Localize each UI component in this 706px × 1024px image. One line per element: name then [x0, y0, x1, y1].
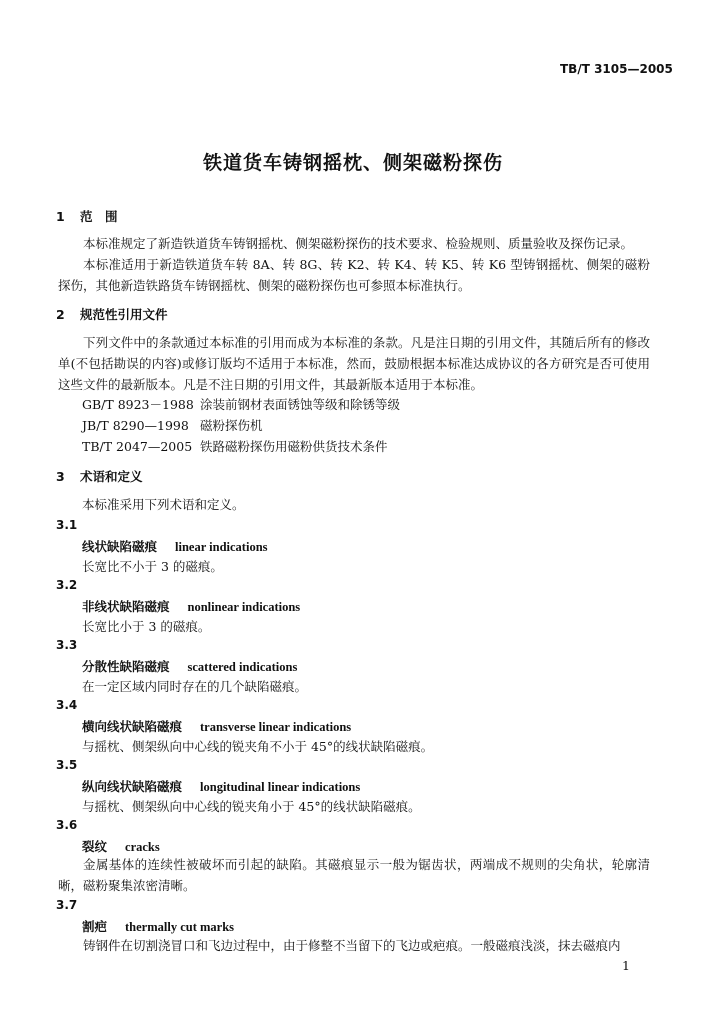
term-number: 3.2 [56, 578, 78, 592]
section-title: 规范性引用文件 [80, 307, 168, 322]
term-cn: 分散性缺陷磁痕 [82, 659, 170, 674]
term-heading [82, 777, 360, 795]
term-en: linear indications [175, 540, 268, 554]
reference-title: 铁路磁粉探伤用磁粉供货技术条件 [200, 439, 388, 454]
term-en: thermally cut marks [125, 920, 235, 934]
term-en: transverse linear indications [200, 720, 352, 734]
term-en: cracks [125, 840, 160, 854]
section-heading-normative [56, 305, 168, 323]
reference-item [82, 437, 388, 455]
term-number: 3.6 [56, 818, 78, 832]
term-heading [82, 837, 160, 855]
term-en: nonlinear indications [187, 600, 301, 614]
section-heading-terms [56, 467, 143, 485]
reference-code: GB/T 8923－1988 [82, 397, 194, 412]
reference-item [82, 416, 263, 434]
section-heading-scope [56, 207, 118, 225]
term-definition: 长宽比小于 3 的磁痕。 [82, 619, 211, 634]
term-heading [82, 537, 268, 555]
term-number: 3.5 [56, 758, 78, 772]
term-number: 3.1 [56, 518, 78, 532]
scope-paragraph-2: 本标准适用于新造铁道货车转 8A、转 8G、转 K2、转 K4、转 K5、转 K6 型铸钢摇枕、侧架的磁粉探伤，其他新造铁路货车铸钢摇枕、侧架的磁粉探伤也可参照本标准执行。 [58, 257, 650, 293]
term-definition: 铸钢件在切割浇冒口和飞边过程中，由于修整不当留下的飞边或疤痕。一般磁痕浅淡，抹去磁痕内 [83, 938, 621, 953]
reference-item [82, 395, 400, 413]
scope-paragraph-1: 本标准规定了新造铁道货车铸钢摇枕、侧架磁粉探伤的技术要求、检验规则、质量验收及探伤记录。 [83, 236, 634, 251]
term-definition: 与摇枕、侧架纵向中心线的锐夹角不小于 45°的线状缺陷磁痕。 [82, 739, 434, 754]
reference-code: TB/T 2047—2005 [82, 439, 193, 454]
term-cn: 裂纹 [82, 839, 108, 854]
term-number: 3.3 [56, 638, 78, 652]
section-number: 3 [56, 469, 65, 484]
term-cn: 线状缺陷磁痕 [82, 539, 158, 554]
term-en: longitudinal linear indications [200, 780, 361, 794]
term-heading [82, 597, 300, 615]
page-number: 1 [622, 958, 630, 973]
reference-title: 涂装前钢材表面锈蚀等级和除锈等级 [200, 397, 401, 412]
section-number: 2 [56, 307, 65, 322]
section-title: 范 围 [80, 209, 118, 224]
term-definition: 在一定区域内同时存在的几个缺陷磁痕。 [82, 679, 308, 694]
term-number: 3.7 [56, 898, 78, 912]
term-cn: 纵向线状缺陷磁痕 [82, 779, 183, 794]
term-definition: 金属基体的连续性被破坏而引起的缺陷。其磁痕显示一般为锯齿状，两端成不规则的尖角状，轮廓清晰，磁粉聚集浓密清晰。 [58, 857, 650, 893]
term-heading [82, 917, 234, 935]
normative-paragraph: 下列文件中的条款通过本标准的引用而成为本标准的条款。凡是注日期的引用文件，其随后所有的修改单(不包括勘误的内容)或修订版均不适用于本标准，然而，鼓励根据本标准达成协议的各方研究是否可使用这些文件的最新版本。凡是不注日期的引用文件，其最新版本适用于本标准。 [58, 335, 650, 392]
term-heading [82, 717, 351, 735]
term-cn: 非线状缺陷磁痕 [82, 599, 170, 614]
terms-intro: 本标准采用下列术语和定义。 [82, 497, 245, 512]
section-number: 1 [56, 209, 65, 224]
term-definition: 长宽比不小于 3 的磁痕。 [82, 559, 223, 574]
term-number: 3.4 [56, 698, 78, 712]
term-en: scattered indications [187, 660, 298, 674]
section-title: 术语和定义 [80, 469, 143, 484]
standard-code: TB/T 3105—2005 [560, 62, 673, 76]
term-definition: 与摇枕、侧架纵向中心线的锐夹角小于 45°的线状缺陷磁痕。 [82, 799, 421, 814]
term-heading [82, 657, 297, 675]
term-cn: 横向线状缺陷磁痕 [82, 719, 183, 734]
document-title: 铁道货车铸钢摇枕、侧架磁粉探伤 [202, 152, 503, 174]
reference-title: 磁粉探伤机 [200, 418, 263, 433]
term-cn: 割疤 [82, 919, 108, 934]
reference-code: JB/T 8290—1998 [82, 418, 189, 433]
